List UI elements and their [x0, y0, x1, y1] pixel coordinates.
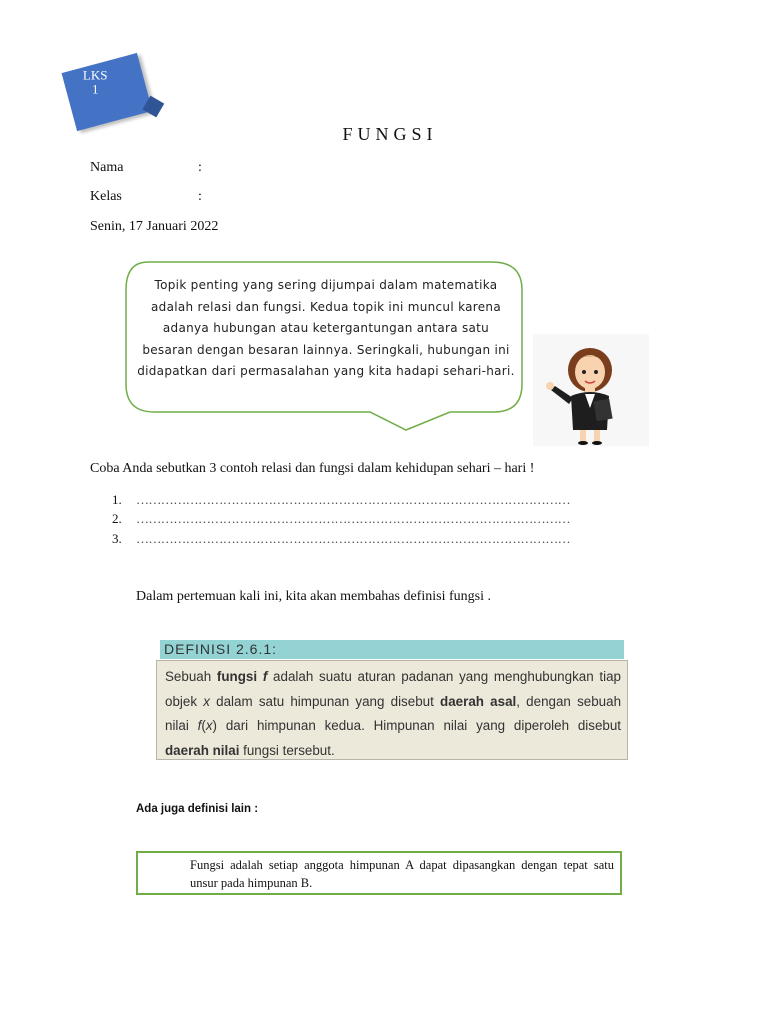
question-text: Coba Anda sebutkan 3 contoh relasi dan fungsi dalam kehidupan sehari – hari ! — [90, 461, 535, 476]
answer-line-1 — [112, 492, 570, 508]
def-text: Sebuah — [165, 669, 217, 684]
def-term-daerah-nilai: daerah nilai — [165, 742, 240, 758]
def-text: ) dari himpunan kedua. Himpunan nilai yang diperoleh disebut — [212, 718, 622, 733]
lks-badge — [62, 53, 153, 131]
answer-dots: …………………………………………………………………………………………… — [136, 511, 571, 526]
answer-number: 1. — [112, 492, 122, 507]
class-label: Kelas — [90, 189, 122, 204]
definition-heading: DEFINISI 2.6.1: — [160, 640, 624, 659]
answer-dots: …………………………………………………………………………………………… — [136, 492, 571, 507]
name-colon: : — [198, 160, 202, 175]
other-definition-text: Fungsi adalah setiap anggota himpunan A dapat dipasangkan dengan tepat satu unsur pada himpunan B. — [190, 858, 614, 890]
definition-box — [156, 660, 628, 760]
def-text: fungsi tersebut. — [239, 742, 335, 758]
def-symbol-f: f — [197, 718, 202, 733]
answer-dots: …………………………………………………………………………………………… — [136, 531, 571, 546]
def-text: adalah suatu aturan padanan yang menghubungkan tiap objek — [165, 669, 621, 709]
def-text: , dengan sebuah nilai — [165, 693, 622, 733]
answer-number: 2. — [112, 511, 122, 526]
def-text: dalam satu himpunan yang disebut — [209, 693, 441, 709]
class-colon: : — [198, 189, 202, 204]
def-symbol-f: f — [262, 669, 268, 684]
page-title: FUNGSI — [342, 124, 438, 144]
bubble-text: Topik penting yang sering dijumpai dalam matematika adalah relasi dan fungsi. Kedua topik ini muncul karena adanya hubungan atau ketergantungan antara satu besaran dengan besaran lainnya. Seringkali, hubungan ini didapatkan dari permasalahan yang kita hadapi sehari-hari. — [137, 278, 515, 378]
badge-label: LKS 1 — [82, 67, 108, 97]
intro-text: Dalam pertemuan kali ini, kita akan membahas definisi fungsi . — [136, 589, 491, 604]
answer-number: 3. — [112, 531, 122, 546]
answer-line-3 — [112, 531, 570, 547]
name-label: Nama — [90, 160, 124, 175]
def-text: ( — [201, 718, 206, 733]
teacher-illustration — [533, 334, 649, 446]
def-symbol-x: x — [203, 693, 210, 709]
date-text: Senin, 17 Januari 2022 — [90, 219, 219, 234]
badge-fold-corner — [142, 96, 164, 118]
answer-line-2 — [112, 511, 570, 527]
other-definition-label: Ada juga definisi lain : — [136, 803, 259, 815]
def-term-daerah-asal: daerah asal — [440, 693, 517, 709]
def-term-fungsi: fungsi — [216, 669, 258, 684]
def-symbol-x: x — [205, 718, 213, 733]
